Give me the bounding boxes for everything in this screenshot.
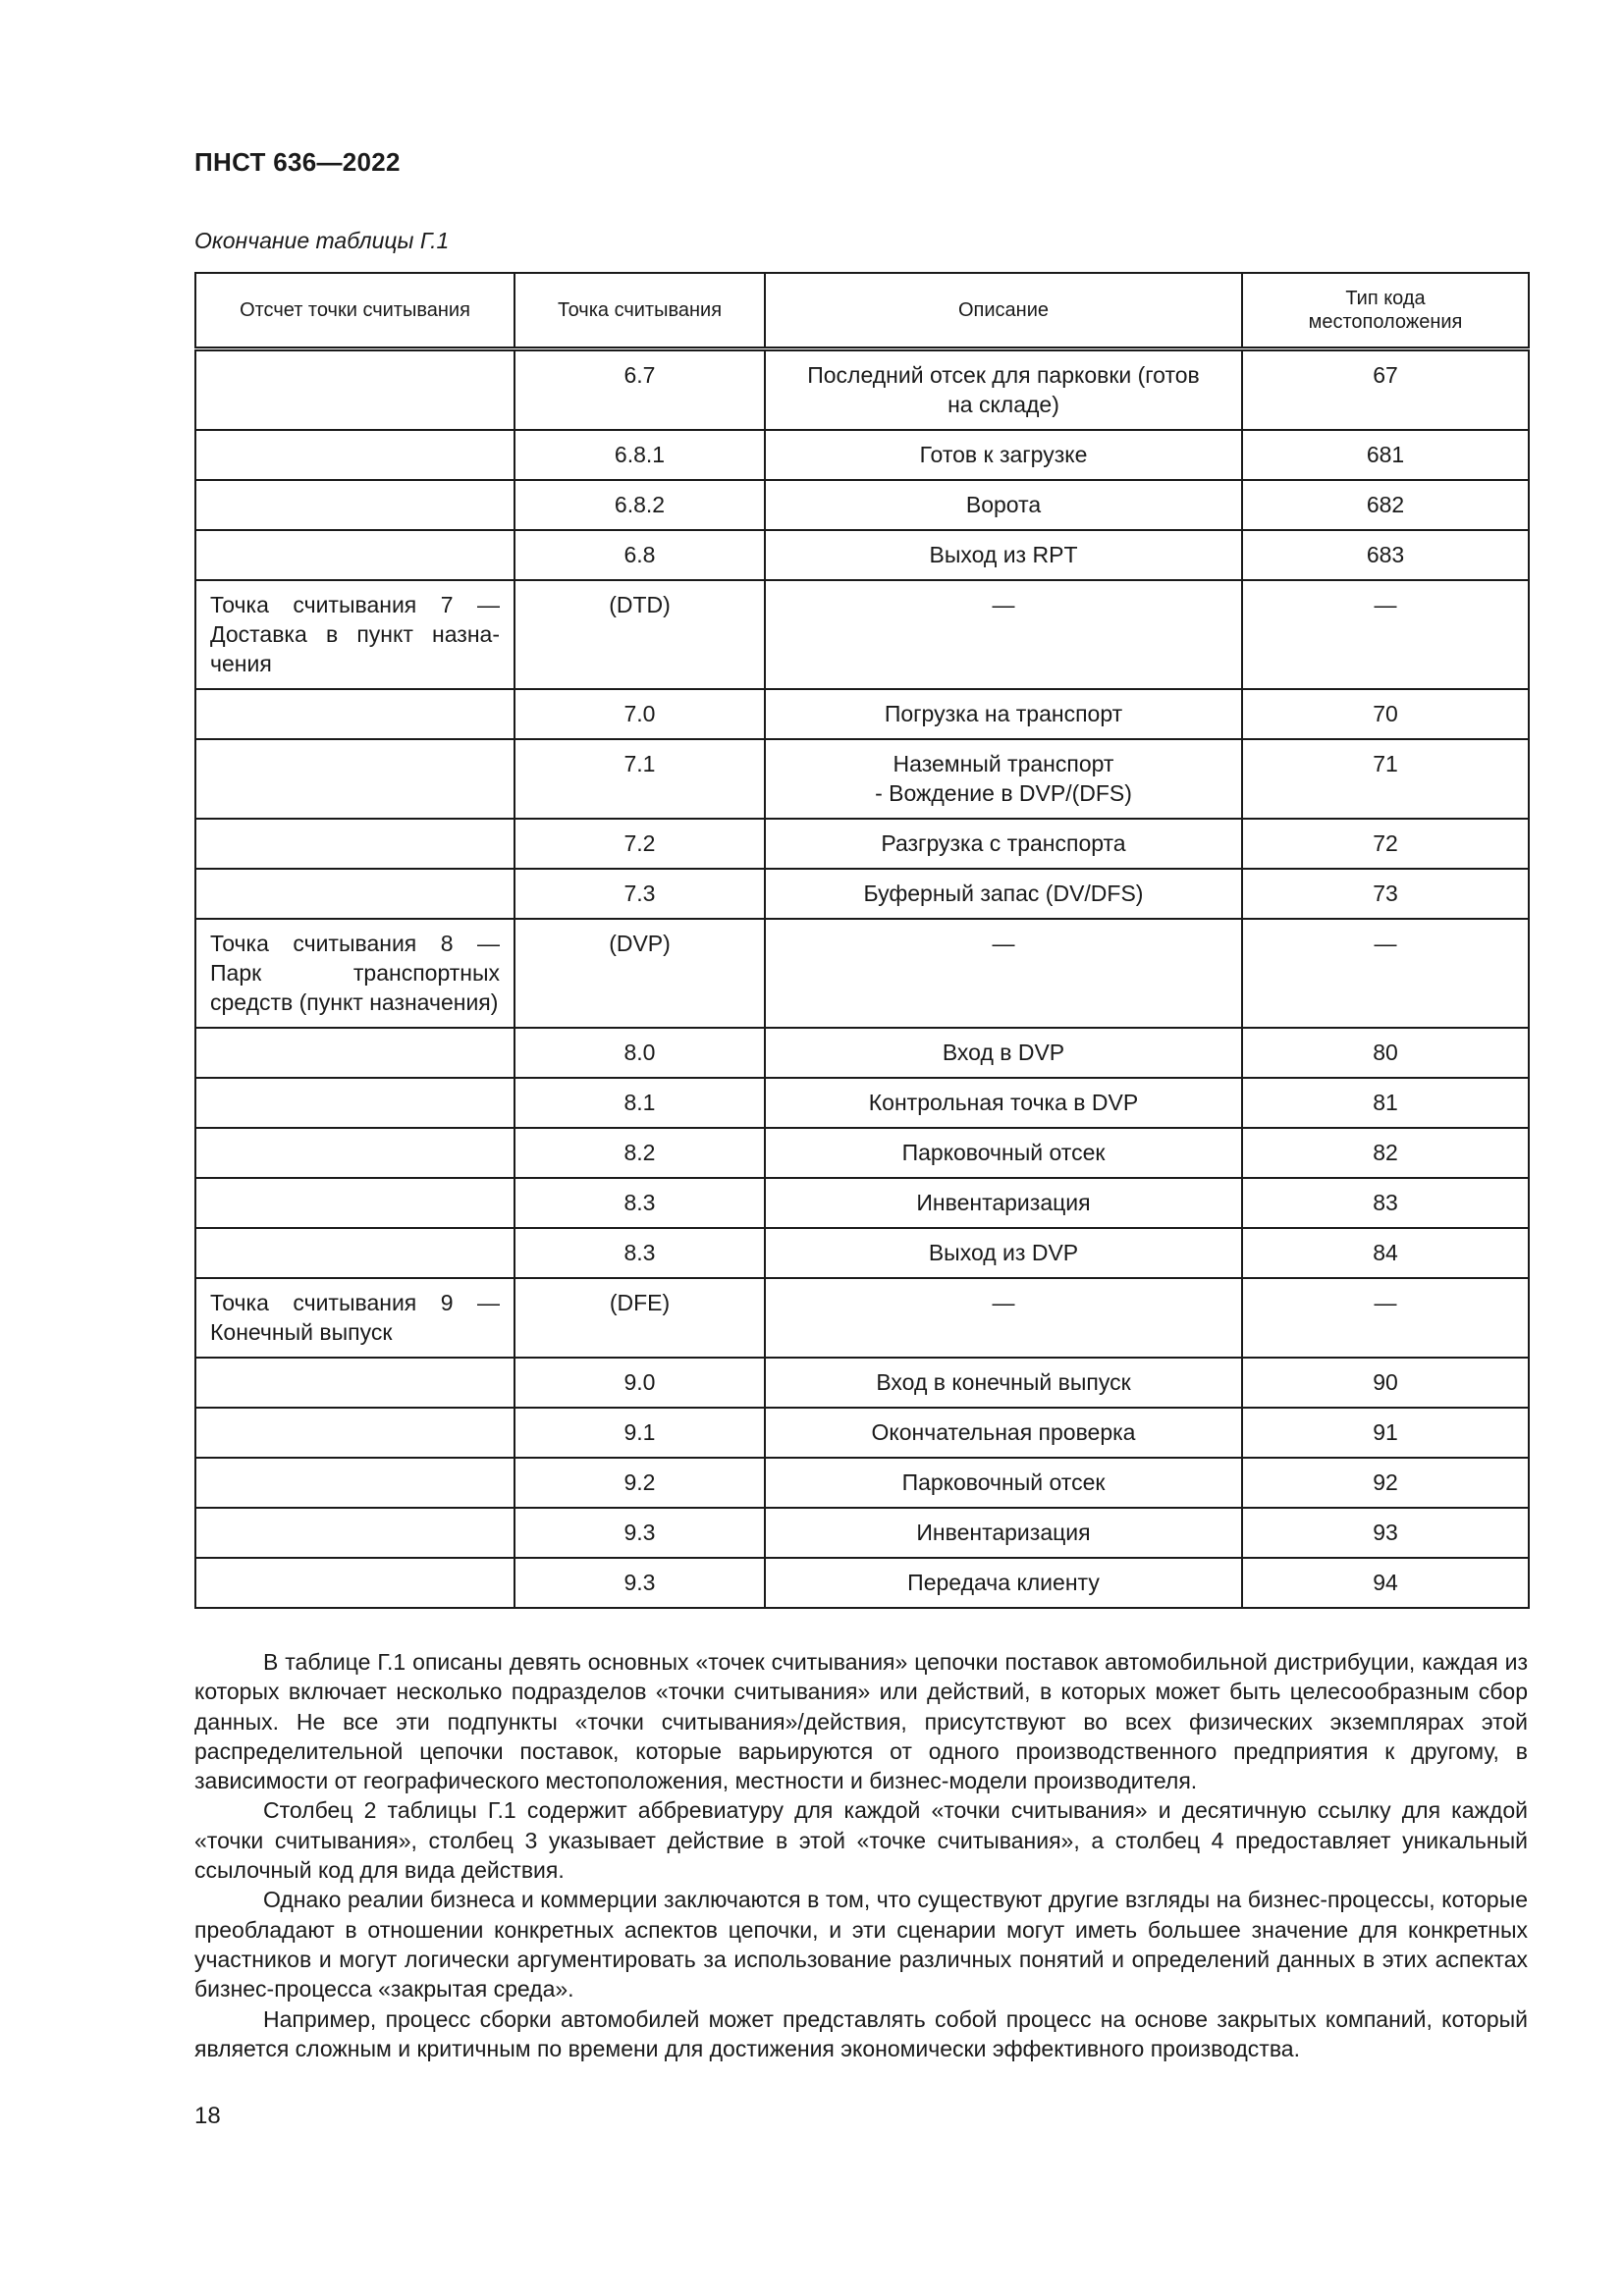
table-row (195, 1508, 1529, 1558)
table-cell: Буферный запас (DV/DFS) (765, 869, 1242, 919)
table-cell: 9.3 (514, 1508, 765, 1558)
table-cell (195, 819, 514, 869)
body-text (194, 1647, 1528, 2063)
table-cell: 682 (1242, 480, 1529, 530)
table-cell: 94 (1242, 1558, 1529, 1608)
table-cell: Парковочный отсек (765, 1458, 1242, 1508)
table-cell: Передача клиенту (765, 1558, 1242, 1608)
table-cell: (DTD) (514, 580, 765, 689)
table-caption: Окончание таблицы Г.1 (194, 228, 450, 253)
table-cell: 72 (1242, 819, 1529, 869)
table-cell: 6.8.2 (514, 480, 765, 530)
table-cell (195, 480, 514, 530)
table-cell: 9.2 (514, 1458, 765, 1508)
table-row (195, 869, 1529, 919)
table-cell: 7.1 (514, 739, 765, 819)
table-cell: 8.1 (514, 1078, 765, 1128)
table-cell (195, 689, 514, 739)
table-cell: 81 (1242, 1078, 1529, 1128)
table-cell: 9.0 (514, 1358, 765, 1408)
column-header: Точка считывания (514, 273, 765, 349)
table-cell: Инвентаризация (765, 1178, 1242, 1228)
table-cell: Готов к загрузке (765, 430, 1242, 480)
table-cell: 8.0 (514, 1028, 765, 1078)
table-row (195, 530, 1529, 580)
table-header-row (195, 273, 1529, 349)
table-cell: Вход в DVP (765, 1028, 1242, 1078)
table-cell: 67 (1242, 349, 1529, 431)
table-cell: 7.2 (514, 819, 765, 869)
table-cell (195, 1078, 514, 1128)
paragraph: Столбец 2 таблицы Г.1 содержит аббревиатуру для каждой «точки считывания» и десятичную ссылку для каждой «точки считывания», столбец 3 указывает действие в этой «точке считывания», а столбец 4 предоставляет уникальный ссылочный код для вида действия. (194, 1797, 1528, 1884)
table-cell: Разгрузка с транспорта (765, 819, 1242, 869)
table-cell: — (1242, 1278, 1529, 1358)
table-row (195, 580, 1529, 689)
table-row (195, 739, 1529, 819)
table-cell (195, 1408, 514, 1458)
table-row (195, 1078, 1529, 1128)
table-cell (195, 739, 514, 819)
table-cell: Инвентаризация (765, 1508, 1242, 1558)
table-cell: 6.8.1 (514, 430, 765, 480)
table-cell: — (765, 580, 1242, 689)
group-label-cell: Точка считывания 9 — Конечный выпуск (195, 1278, 514, 1358)
table-cell: Выход из RPT (765, 530, 1242, 580)
table-cell: 92 (1242, 1458, 1529, 1508)
table-cell: Погрузка на транспорт (765, 689, 1242, 739)
table-cell: 683 (1242, 530, 1529, 580)
table-cell (195, 1228, 514, 1278)
table-cell: — (1242, 919, 1529, 1028)
table-cell: 93 (1242, 1508, 1529, 1558)
table-cell: 84 (1242, 1228, 1529, 1278)
table-cell: 8.3 (514, 1178, 765, 1228)
table-cell: 91 (1242, 1408, 1529, 1458)
table-cell: 80 (1242, 1028, 1529, 1078)
table-row (195, 919, 1529, 1028)
table-cell: 6.8 (514, 530, 765, 580)
table-cell: 82 (1242, 1128, 1529, 1178)
table-cell: 71 (1242, 739, 1529, 819)
table-cell: Выход из DVP (765, 1228, 1242, 1278)
table-cell: — (765, 1278, 1242, 1358)
table-row (195, 1358, 1529, 1408)
table-cell (195, 1128, 514, 1178)
table-cell (195, 869, 514, 919)
table-row (195, 1178, 1529, 1228)
table-cell: Последний отсек для парковки (готов на складе) (765, 349, 1242, 431)
table-cell: Вход в конечный выпуск (765, 1358, 1242, 1408)
paragraph: В таблице Г.1 описаны девять основных «точек считывания» цепочки поставок автомобильной дистрибуции, каждая из которых включает несколько подразделов «точки считывания» или действий, в которых может быть целесообразным сбор данных. Не все эти подпункты «точки считывания»/действия, присутствуют во всех физических экземплярах этой распределительной цепочки поставок, которые варьируются от одного производственного предприятия к другому, в зависимости от географического местоположения, местности и бизнес-модели производителя. (194, 1649, 1528, 1794)
table-cell (195, 1508, 514, 1558)
group-label-cell: Точка считывания 7 — Доставка в пункт назначения (195, 580, 514, 689)
table-cell: 9.3 (514, 1558, 765, 1608)
table-row (195, 1128, 1529, 1178)
table-cell: 6.7 (514, 349, 765, 431)
table-row (195, 819, 1529, 869)
table-row (195, 1278, 1529, 1358)
table-cell: 7.3 (514, 869, 765, 919)
table-cell: Контрольная точка в DVP (765, 1078, 1242, 1128)
table-row (195, 1228, 1529, 1278)
table-row (195, 1558, 1529, 1608)
table-cell: Окончательная проверка (765, 1408, 1242, 1458)
group-label-cell: Точка считывания 8 — Парк транспортных средств (пункт назначения) (195, 919, 514, 1028)
description-subline: - Вождение в DVP/(DFS) (875, 780, 1132, 806)
table-cell: 8.3 (514, 1228, 765, 1278)
description-line: Наземный транспорт (893, 751, 1114, 776)
table-cell: 70 (1242, 689, 1529, 739)
column-header: Отсчет точки считывания (195, 273, 514, 349)
table-cell: 7.0 (514, 689, 765, 739)
table-cell: — (765, 919, 1242, 1028)
table-cell: 73 (1242, 869, 1529, 919)
column-header: Тип кода местоположения (1242, 273, 1529, 349)
column-header: Описание (765, 273, 1242, 349)
table-cell (195, 1358, 514, 1408)
table-cell (195, 530, 514, 580)
table-row (195, 1408, 1529, 1458)
page-number: 18 (194, 2103, 221, 2129)
table-cell (195, 1028, 514, 1078)
table-cell: 90 (1242, 1358, 1529, 1408)
table-cell (195, 1178, 514, 1228)
document-header: ПНСТ 636—2022 (194, 147, 401, 177)
table-row (195, 480, 1529, 530)
table-cell: 8.2 (514, 1128, 765, 1178)
table-row (195, 349, 1529, 431)
table-cell: 83 (1242, 1178, 1529, 1228)
table-cell: 681 (1242, 430, 1529, 480)
table-row (195, 1458, 1529, 1508)
table-cell: Парковочный отсек (765, 1128, 1242, 1178)
table-cell (195, 1558, 514, 1608)
table-cell: (DVP) (514, 919, 765, 1028)
table-row (195, 1028, 1529, 1078)
table-cell (195, 349, 514, 431)
table-cell: Ворота (765, 480, 1242, 530)
paragraph: Например, процесс сборки автомобилей может представлять собой процесс на основе закрытых компаний, который является сложным и критичным по времени для достижения экономически эффективного производства. (194, 2005, 1528, 2061)
table-row (195, 689, 1529, 739)
table-cell: — (1242, 580, 1529, 689)
table-row (195, 430, 1529, 480)
table-cell (195, 430, 514, 480)
table-cell: (DFE) (514, 1278, 765, 1358)
table-cell: 9.1 (514, 1408, 765, 1458)
paragraph: Однако реалии бизнеса и коммерции заключаются в том, что существуют другие взгляды на бизнес-процессы, которые преобладают в отношении конкретных аспектов цепочки, и эти сценарии могут иметь большее значение для конкретных участников и могут логически аргументировать за использование различных понятий и определений данных в этих аспектах бизнес-процесса «закрытая среда». (194, 1887, 1528, 2002)
location-code-table (194, 272, 1530, 1609)
table-cell (195, 1458, 514, 1508)
table-cell (765, 739, 1242, 819)
